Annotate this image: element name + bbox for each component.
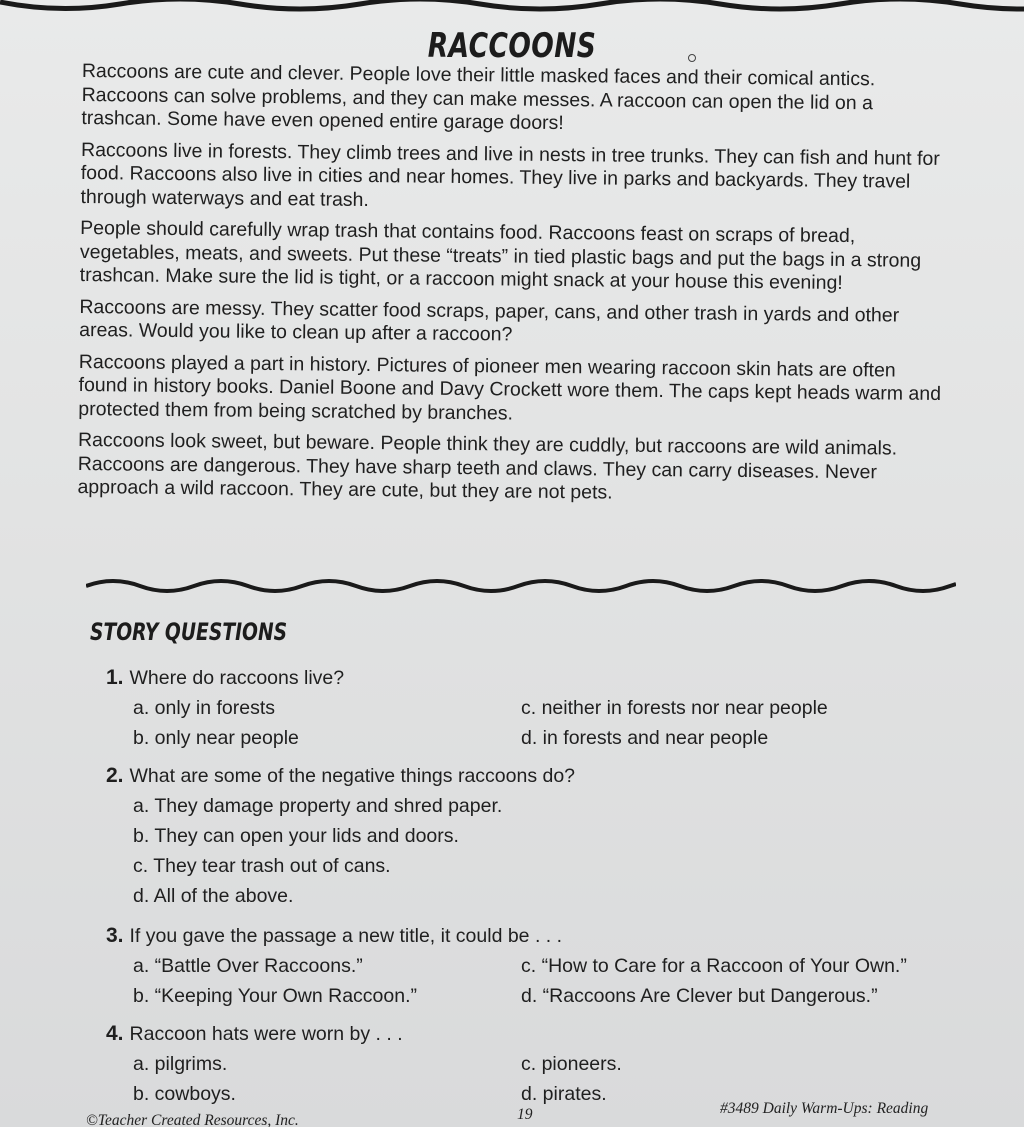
option-d: d. pirates.	[521, 1083, 607, 1105]
option-d: d. “Raccoons Are Clever but Dangerous.”	[521, 985, 878, 1007]
question-text: What are some of the negative things raccoons do?	[129, 765, 576, 787]
option-d: d. in forests and near people	[521, 727, 769, 749]
question-2	[106, 764, 956, 914]
passage-paragraph: Raccoons played a part in history. Pictures of pioneer men wearing raccoon skin hats are often found in history books. Daniel Boone and Davy Crockett wore them. The caps kept heads warm and protected them from being scratched by branches.	[78, 350, 942, 425]
passage-paragraph: Raccoons look sweet, but beware. People think they are cuddly, but raccoons are wild animals. Raccoons are dangerous. They have sharp teeth and claws. They can carry diseases. Never approach a wild raccoon. They are cute, but they are not pets.	[77, 428, 898, 504]
passage-paragraph: People should carefully wrap trash that contains food. Raccoons feast on scraps of bread, vegetables, meats, and sweets. Put these “treats” in tied plastic bags and put the bags in a strong trashcan. Make sure the lid is tight, or a raccoon might snack at your house this evening!	[79, 216, 922, 294]
option-b: b. cowboys.	[133, 1083, 236, 1105]
question-3	[106, 924, 956, 1008]
page-title: RACCOONS	[427, 26, 597, 66]
paper-speck	[688, 54, 696, 62]
option-b: b. They can open your lids and doors.	[133, 825, 459, 847]
top-wave-border	[0, 0, 1024, 16]
questions-heading: STORY QUESTIONS	[90, 618, 288, 646]
passage-paragraph: Raccoons are cute and clever. People love their little masked faces and their comical antics. Raccoons can solve problems, and they can make messes. A raccoon can open the lid on a trashcan. Some have even opened entire garage doors!	[81, 60, 876, 135]
option-a: a. They damage property and shred paper.	[133, 795, 503, 817]
question-text: Raccoon hats were worn by . . .	[129, 1023, 403, 1045]
option-a: a. pilgrims.	[133, 1053, 228, 1075]
option-c: c. pioneers.	[521, 1053, 622, 1075]
option-c: c. neither in forests nor near people	[521, 697, 828, 719]
question-number: 2.	[106, 764, 124, 787]
question-text: If you gave the passage a new title, it could be . . .	[129, 925, 563, 947]
option-b: b. only near people	[133, 727, 299, 749]
option-a: a. “Battle Over Raccoons.”	[133, 955, 363, 977]
wavy-divider	[86, 574, 956, 604]
question-1	[106, 666, 956, 750]
option-d: d. All of the above.	[133, 885, 294, 907]
question-number: 1.	[106, 666, 124, 689]
passage-paragraph: Raccoons are messy. They scatter food scraps, paper, cans, and other trash in yards and other areas. Would you like to clean up after a raccoon?	[79, 295, 900, 346]
option-c: c. “How to Care for a Raccoon of Your Own.”	[521, 955, 907, 977]
question-text: Where do raccoons live?	[129, 667, 345, 689]
story-passage	[77, 60, 952, 517]
option-a: a. only in forests	[133, 697, 275, 719]
option-b: b. “Keeping Your Own Raccoon.”	[133, 985, 418, 1007]
question-number: 4.	[106, 1022, 124, 1045]
option-c: c. They tear trash out of cans.	[133, 855, 391, 877]
footer-book-title: #3489 Daily Warm-Ups: Reading	[720, 1100, 929, 1117]
passage-paragraph: Raccoons live in forests. They climb trees and live in nests in tree trunks. They can fish and hunt for food. Raccoons also live in cities and near homes. They live in parks and backyards. They travel through waterways and eat trash.	[80, 138, 940, 211]
footer-publisher: ©Teacher Created Resources, Inc.	[86, 1112, 299, 1127]
footer-page-number: 19	[517, 1106, 533, 1123]
question-4	[106, 1022, 956, 1106]
question-number: 3.	[106, 924, 124, 947]
